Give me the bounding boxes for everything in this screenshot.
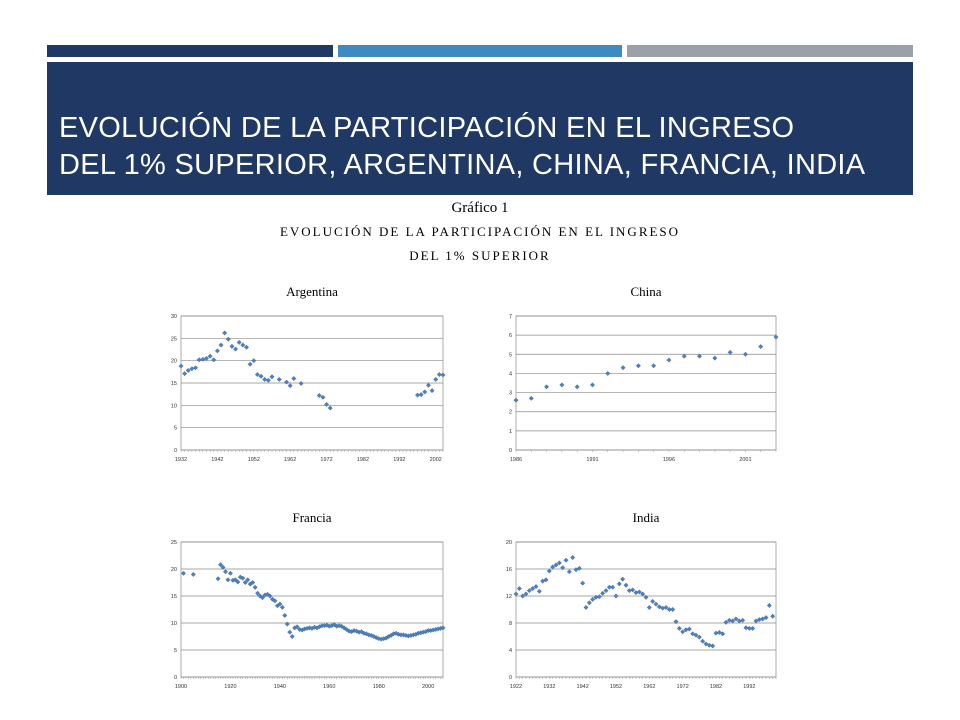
data-point-india [564, 558, 568, 562]
data-point-argentina [434, 377, 438, 381]
y-tick-label-india: 8 [508, 621, 512, 627]
x-tick-label-india: 1962 [643, 684, 656, 690]
x-tick-label-argentina: 1942 [211, 457, 224, 463]
data-point-argentina [212, 358, 216, 362]
y-tick-label-china: 7 [508, 314, 512, 320]
data-point-argentina [204, 356, 208, 360]
x-tick-label-francia: 1900 [174, 684, 188, 690]
data-point-argentina [292, 376, 296, 380]
y-tick-label-china: 6 [508, 333, 512, 340]
data-point-argentina [244, 345, 248, 349]
y-tick-label-francia: 0 [173, 675, 177, 681]
data-point-india [654, 602, 658, 606]
x-tick-label-argentina: 1982 [356, 457, 370, 463]
data-point-argentina [182, 371, 186, 375]
x-tick-label-francia: 1980 [372, 684, 385, 690]
y-tick-label-argentina: 20 [170, 358, 177, 365]
data-point-argentina [299, 381, 303, 385]
plot-frame-francia [181, 542, 443, 677]
data-point-china [697, 354, 701, 358]
data-point-india [610, 585, 614, 589]
chart-title-francia: Francia [292, 510, 332, 525]
data-point-argentina [270, 375, 274, 379]
data-point-india [620, 577, 624, 581]
x-tick-label-india: 1932 [543, 684, 556, 690]
y-tick-label-francia: 20 [170, 567, 177, 573]
data-point-india [767, 603, 771, 607]
data-point-francia [226, 578, 230, 582]
data-point-argentina [208, 354, 212, 358]
data-point-china [743, 352, 747, 356]
data-point-argentina [179, 364, 183, 368]
data-point-india [517, 586, 521, 590]
data-point-china [667, 358, 671, 362]
data-point-argentina [230, 344, 234, 348]
data-point-india [687, 627, 691, 631]
x-tick-label-argentina: 1992 [393, 457, 406, 463]
data-point-argentina [241, 343, 245, 347]
data-point-india [597, 594, 601, 598]
data-point-francia [253, 585, 257, 589]
y-tick-label-argentina: 15 [170, 381, 177, 387]
data-point-china [713, 356, 717, 360]
data-point-francia [285, 622, 289, 626]
data-point-argentina [237, 340, 241, 344]
slide-title-line-1: EVOLUCIÓN DE LA PARTICIPACIÓN EN EL INGRESO [59, 112, 795, 144]
data-point-argentina [248, 362, 252, 366]
x-tick-label-argentina: 1962 [284, 457, 297, 463]
x-tick-label-china: 2001 [739, 457, 752, 463]
y-tick-label-india: 12 [505, 594, 512, 600]
y-tick-label-china: 0 [508, 448, 512, 454]
data-point-francia [283, 613, 287, 617]
data-point-argentina [222, 331, 226, 335]
data-point-argentina [193, 366, 197, 370]
data-point-francia [280, 605, 284, 609]
data-point-argentina [226, 337, 230, 341]
data-point-china [636, 364, 640, 368]
figure-heading-line-1: EVOLUCIÓN DE LA PARTICIPACIÓN EN EL INGRESO [279, 224, 681, 239]
data-point-china [759, 344, 763, 348]
chart-india [506, 510, 776, 690]
y-tick-label-argentina: 25 [170, 336, 177, 343]
y-tick-label-argentina: 30 [170, 314, 177, 320]
x-tick-label-argentina: 1972 [320, 457, 333, 463]
data-point-china [560, 383, 564, 387]
chart-argentina [171, 284, 445, 463]
data-point-argentina [266, 378, 270, 382]
data-point-china [544, 385, 548, 389]
data-point-argentina [262, 377, 266, 381]
data-point-argentina [430, 388, 434, 392]
data-point-china [514, 398, 518, 402]
data-point-francia [223, 570, 227, 574]
x-tick-label-francia: 1960 [323, 684, 336, 690]
data-point-china [575, 385, 579, 389]
data-point-china [529, 396, 533, 400]
data-point-argentina [219, 343, 223, 347]
data-point-argentina [423, 390, 427, 394]
data-point-francia [191, 572, 195, 576]
y-tick-label-argentina: 10 [170, 403, 177, 410]
data-point-india [670, 607, 674, 611]
y-tick-label-china: 1 [508, 428, 512, 435]
data-point-india [770, 614, 774, 618]
y-tick-label-china: 4 [508, 371, 512, 378]
data-point-francia [288, 630, 292, 634]
data-point-india [624, 583, 628, 587]
y-tick-label-francia: 25 [170, 540, 177, 546]
data-point-india [514, 592, 518, 596]
x-tick-label-china: 1996 [662, 457, 676, 463]
data-point-india [617, 582, 621, 586]
chart-title-china: China [630, 284, 662, 299]
data-point-india [567, 570, 571, 574]
data-point-india [600, 591, 604, 595]
data-point-india [614, 594, 618, 598]
data-point-india [547, 569, 551, 573]
y-tick-label-francia: 5 [173, 648, 177, 654]
chart-title-argentina: Argentina [286, 284, 338, 299]
figure-label: Gráfico 1 [451, 200, 509, 216]
data-point-argentina [277, 377, 281, 381]
x-tick-label-francia: 1940 [273, 684, 286, 690]
data-point-china [728, 350, 732, 354]
data-point-argentina [288, 383, 292, 387]
x-tick-label-francia: 2000 [422, 684, 435, 690]
data-point-china [651, 364, 655, 368]
data-point-india [604, 588, 608, 592]
data-point-argentina [197, 358, 201, 362]
data-point-china [774, 335, 778, 339]
data-point-india [584, 605, 588, 609]
x-tick-label-india: 1922 [509, 684, 523, 690]
y-tick-label-argentina: 5 [173, 425, 177, 432]
data-point-argentina [415, 393, 419, 397]
data-point-francia [181, 571, 185, 575]
data-point-china [621, 365, 625, 369]
data-point-china [682, 354, 686, 358]
data-point-china [606, 371, 610, 375]
data-point-francia [290, 634, 294, 638]
data-point-india [580, 581, 584, 585]
y-tick-label-francia: 10 [170, 621, 177, 627]
data-point-argentina [233, 347, 237, 351]
figure-heading-line-2: DEL 1% SUPERIOR [409, 248, 551, 263]
data-point-india [700, 639, 704, 643]
data-point-argentina [215, 349, 219, 353]
y-tick-label-india: 20 [505, 540, 512, 546]
y-tick-label-argentina: 0 [173, 448, 177, 454]
y-tick-label-china: 5 [508, 352, 512, 359]
x-tick-label-argentina: 1932 [174, 457, 188, 463]
data-point-argentina [252, 358, 256, 362]
data-point-india [677, 626, 681, 630]
data-point-india [630, 588, 634, 592]
plot-frame-india [516, 542, 776, 677]
data-point-india [647, 605, 651, 609]
data-point-argentina [324, 402, 328, 406]
data-point-argentina [426, 383, 430, 387]
data-point-argentina [284, 380, 288, 384]
x-tick-label-india: 1952 [609, 684, 623, 690]
data-point-francia [216, 577, 220, 581]
x-tick-label-francia: 1920 [224, 684, 237, 690]
data-point-argentina [419, 392, 423, 396]
data-point-india [750, 626, 754, 630]
data-point-china [590, 383, 594, 387]
y-tick-label-india: 4 [508, 648, 512, 654]
chart-china [509, 284, 778, 463]
x-tick-label-china: 1991 [586, 457, 599, 463]
x-tick-label-india: 1992 [743, 684, 756, 690]
data-point-india [650, 599, 654, 603]
chart-title-india: India [632, 510, 660, 525]
slide-title-line-2: DEL 1% SUPERIOR, ARGENTINA, CHINA, FRANCIA, INDIA [59, 149, 866, 181]
data-point-argentina [437, 372, 441, 376]
chart-francia [171, 510, 445, 690]
y-tick-label-india: 16 [505, 567, 512, 573]
data-point-india [537, 589, 541, 593]
x-tick-label-argentina: 1952 [247, 457, 260, 463]
y-tick-label-india: 0 [508, 675, 512, 681]
data-point-india [740, 618, 744, 622]
x-tick-label-argentina: 2002 [429, 457, 442, 463]
x-tick-label-india: 1942 [576, 684, 589, 690]
y-tick-label-china: 3 [508, 390, 512, 397]
y-tick-label-china: 2 [508, 409, 512, 416]
x-tick-label-india: 1972 [676, 684, 689, 690]
x-tick-label-india: 1982 [709, 684, 723, 690]
data-point-india [587, 601, 591, 605]
x-tick-label-china: 1986 [509, 457, 523, 463]
data-point-argentina [441, 373, 445, 377]
data-point-india [710, 644, 714, 648]
data-point-argentina [328, 406, 332, 410]
data-point-india [570, 555, 574, 559]
data-point-francia [228, 571, 232, 575]
y-tick-label-francia: 15 [170, 594, 177, 600]
plot-frame-china [516, 316, 776, 450]
